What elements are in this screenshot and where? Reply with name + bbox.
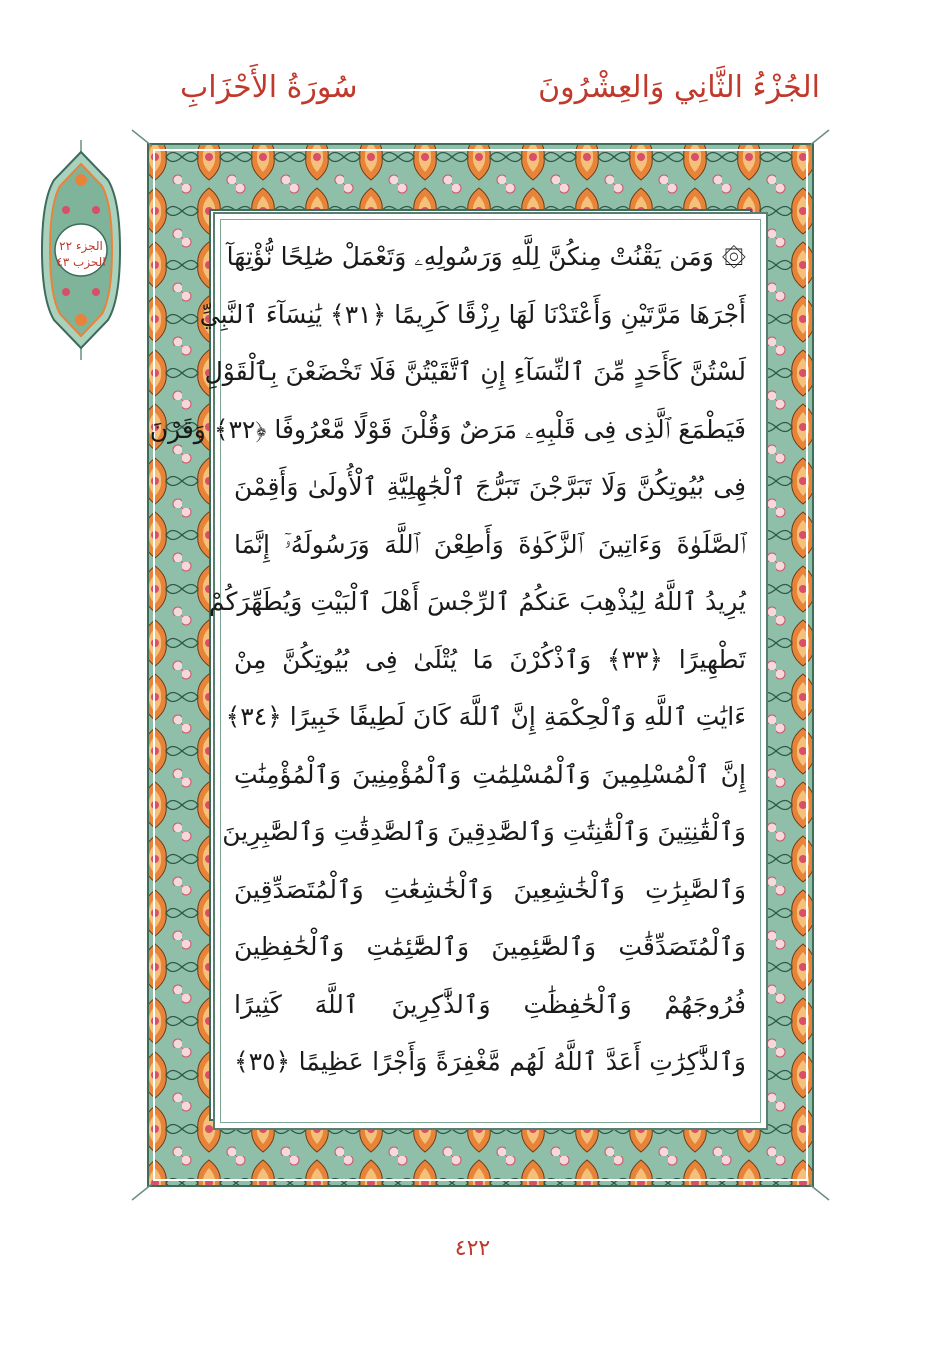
text-line: تَطْهِيرًا ﴿٣٣﴾ وَٱذْكُرْنَ مَا يُتْلَىٰ فِى بُيُوتِكُنَّ مِنْ bbox=[234, 644, 746, 674]
juz-hizb-label bbox=[46, 238, 116, 270]
text-line: أَجْرَهَا مَرَّتَيْنِ وَأَعْتَدْنَا لَهَا رِزْقًا كَرِيمًا ﴿٣١﴾ يَٰنِسَآءَ ٱلنَّبِيِّ bbox=[199, 299, 746, 329]
text-line: إِنَّ ٱلْمُسْلِمِينَ وَٱلْمُسْلِمَٰتِ وَٱلْمُؤْمِنِينَ وَٱلْمُؤْمِنَٰتِ bbox=[234, 759, 746, 789]
surah-title: سُورَةُ الأَحْزَابِ bbox=[180, 70, 358, 105]
text-line: فُرُوجَهُمْ وَٱلْحَٰفِظَٰتِ وَٱلذَّٰكِرِينَ ٱللَّهَ كَثِيرًا bbox=[234, 989, 746, 1019]
page-number: ٤٢٢ bbox=[454, 1236, 491, 1261]
text-line: ۞ وَمَن يَقْنُتْ مِنكُنَّ لِلَّهِ وَرَسُولِهِۦ وَتَعْمَلْ صَٰلِحًا نُّؤْتِهَآ bbox=[226, 242, 746, 271]
juz-title: الجُزْءُ الثَّانِي وَالعِشْرُونَ bbox=[538, 70, 820, 105]
text-line: وَٱلْقَٰنِتِينَ وَٱلْقَٰنِتَٰتِ وَٱلصَّٰدِقِينَ وَٱلصَّٰدِقَٰتِ وَٱلصَّٰبِرِينَ bbox=[222, 817, 746, 846]
text-line: وَٱلصَّٰبِرَٰتِ وَٱلْخَٰشِعِينَ وَٱلْخَٰشِعَٰتِ وَٱلْمُتَصَدِّقِينَ bbox=[234, 874, 746, 904]
text-line: ءَايَٰتِ ٱللَّهِ وَٱلْحِكْمَةِ إِنَّ ٱللَّهَ كَانَ لَطِيفًا خَبِيرًا ﴿٣٤﴾ bbox=[225, 702, 746, 731]
text-line: يُرِيدُ ٱللَّهُ لِيُذْهِبَ عَنكُمُ ٱلرِّجْسَ أَهْلَ ٱلْبَيْتِ وَيُطَهِّرَكُمْ bbox=[208, 587, 746, 616]
text-line: لَسْتُنَّ كَأَحَدٍ مِّنَ ٱلنِّسَآءِ إِنِ ٱتَّقَيْتُنَّ فَلَا تَخْضَعْنَ بِٱلْقَوْلِ bbox=[204, 357, 746, 386]
juz-marker: الجزء ٢٢ bbox=[59, 239, 103, 253]
text-line: فِى بُيُوتِكُنَّ وَلَا تَبَرَّجْنَ تَبَرُّجَ ٱلْجَٰهِلِيَّةِ ٱلْأُولَىٰ وَأَقِمْنَ bbox=[234, 472, 746, 501]
text-line: فَيَطْمَعَ ٱلَّذِى فِى قَلْبِهِۦ مَرَضٌ وَقُلْنَ قَوْلًا مَّعْرُوفًا ﴿٣٢﴾ وَقَرْنَ bbox=[149, 414, 746, 444]
text-line: وَٱلْمُتَصَدِّقَٰتِ وَٱلصَّٰٓئِمِينَ وَٱلصَّٰٓئِمَٰتِ وَٱلْحَٰفِظِينَ bbox=[234, 932, 746, 961]
quran-text-block bbox=[149, 228, 746, 1091]
text-line: ٱلصَّلَوٰةَ وَءَاتِينَ ٱلزَّكَوٰةَ وَأَطِعْنَ ٱللَّهَ وَرَسُولَهُۥٓ إِنَّمَا bbox=[234, 529, 746, 559]
text-line: وَٱلذَّٰكِرَٰتِ أَعَدَّ ٱللَّهُ لَهُم مَّغْفِرَةً وَأَجْرًا عَظِيمًا ﴿٣٥﴾ bbox=[234, 1047, 746, 1076]
hizb-marker: الحزب ٤٣ bbox=[56, 255, 106, 269]
